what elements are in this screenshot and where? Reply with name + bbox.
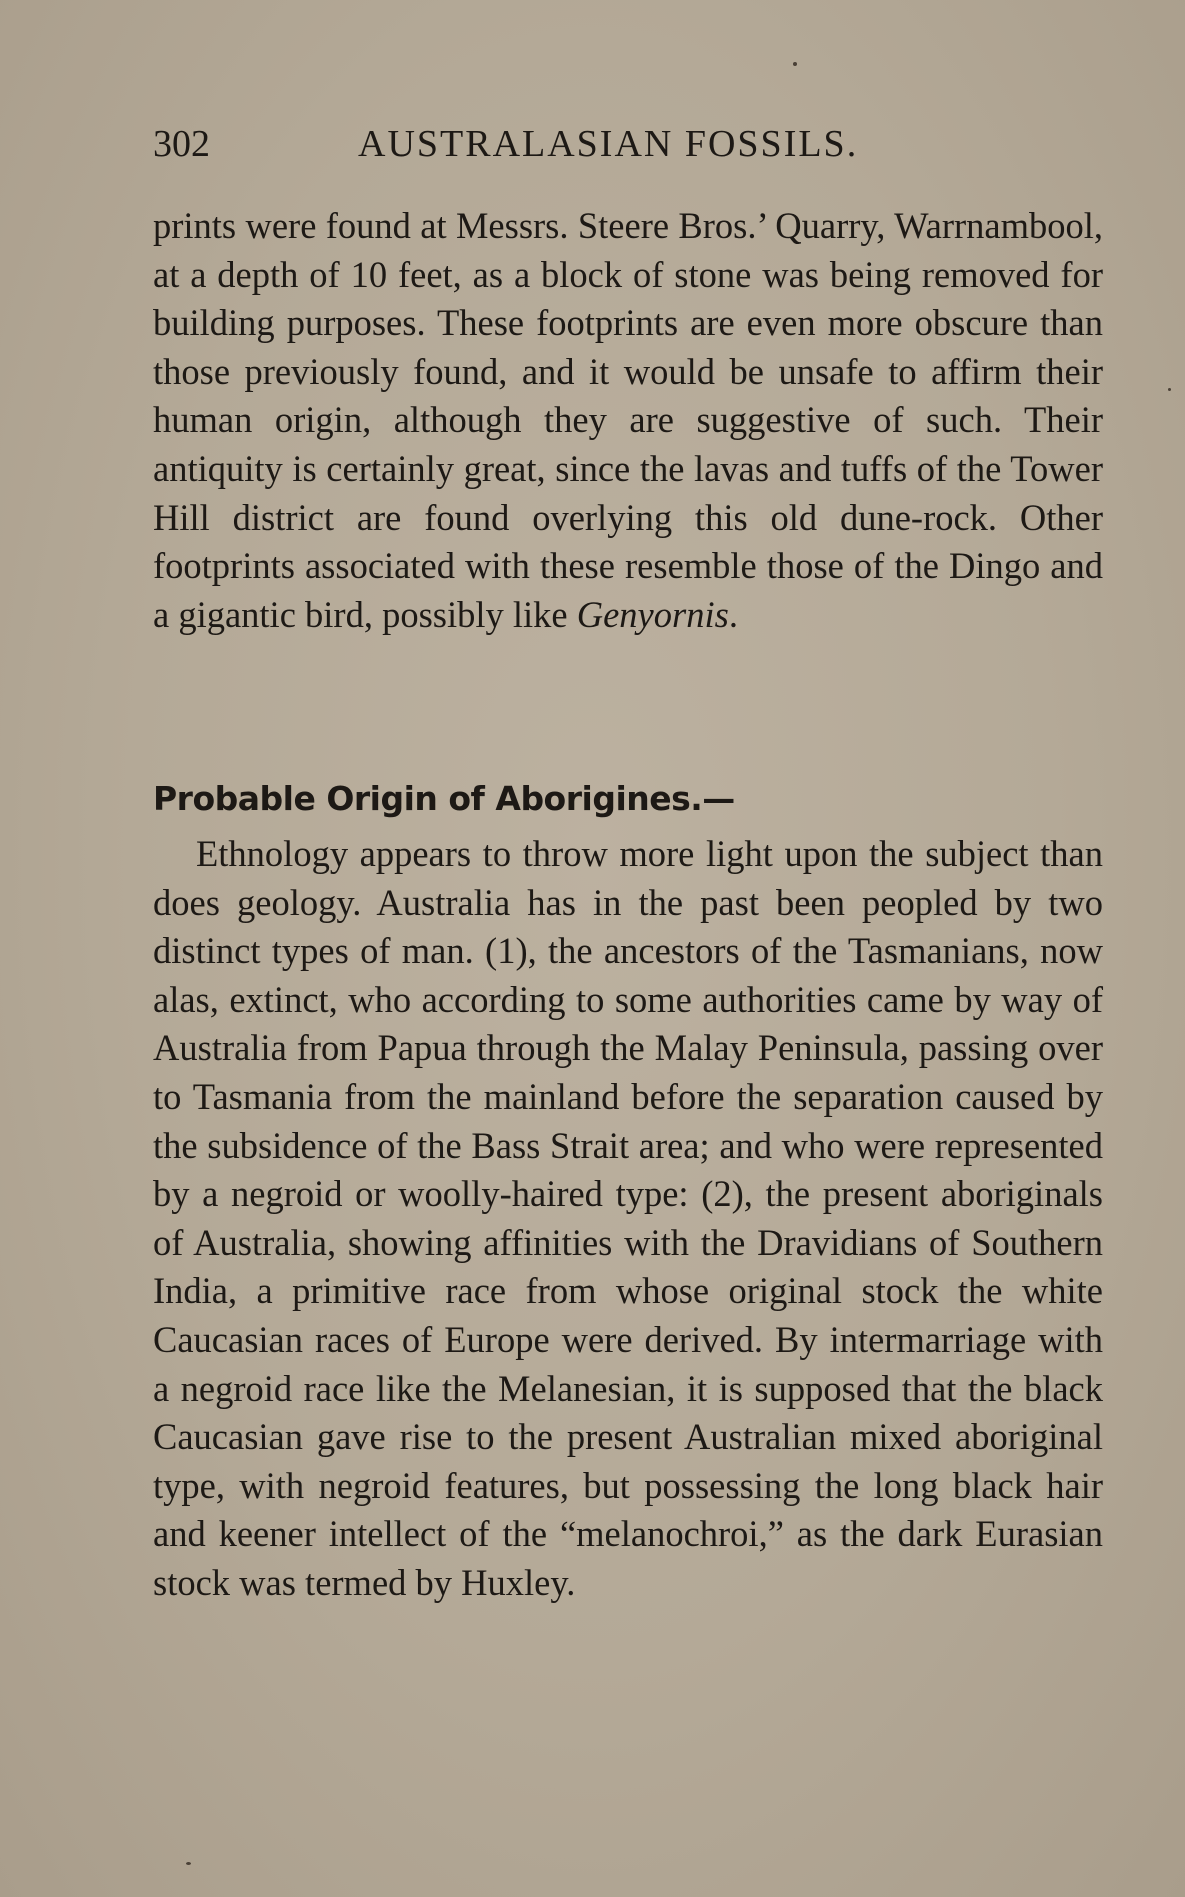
running-title: AUSTRALASIAN FOSSILS. [358, 123, 859, 165]
paragraph-2: Ethnology appears to throw more light upon the subject than does geology. Australia has in the past been peopled by two distinct types of man. (1), the ancestors of the Tasmanians, now alas, extinct, who according to some authorities came by way of Australia from Papua through the Malay Peninsula, passing over to Tasmania from the mainland before the separation caused by the subsidence of the Bass Strait area; and who were represented by a negroid or woolly-haired type: (2), the present aboriginals of Australia, showing affinities with the Dravidians of Southern India, a primitive race from whose original stock the white Caucasian races of Europe were derived. By intermarriage with a negroid race like the Melanesian, it is supposed that the black Caucasian gave rise to the present Australian mixed aboriginal type, with negroid features, but possessing the long black hair and keener intellect of the “melanochroi,” as the dark Eurasian stock was termed by Huxley. [153, 833, 1103, 1603]
paragraph-1 [153, 202, 1103, 639]
paper-speck [186, 1862, 191, 1865]
paragraph-ethnology [153, 830, 1103, 1608]
paragraph-footprints [153, 202, 1103, 639]
paragraph-1-end: . [728, 593, 738, 635]
page-header [153, 122, 1033, 172]
paper-speck [1168, 388, 1171, 391]
paper-speck [793, 62, 797, 66]
genyornis-italic: Genyornis [576, 593, 729, 635]
paragraph-1-text: prints were found at Messrs. Steere Bros.’ Quarry, Warrnambool, at a depth of 10 feet, as a block of stone was being removed for building purposes. These footprints are even more obscure than those previously found, and it would be unsafe to affirm their human origin, although they are suggestive of such. Their antiquity is certainly great, since the lavas and tuffs of the Tower Hill district are found overlying this old dune-rock. Other footprints associated with these resemble those of the Dingo and a gigantic bird, possibly like [153, 205, 1103, 635]
page-number: 302 [153, 123, 210, 165]
section-heading: Probable Origin of Aborigines.— [153, 779, 735, 818]
